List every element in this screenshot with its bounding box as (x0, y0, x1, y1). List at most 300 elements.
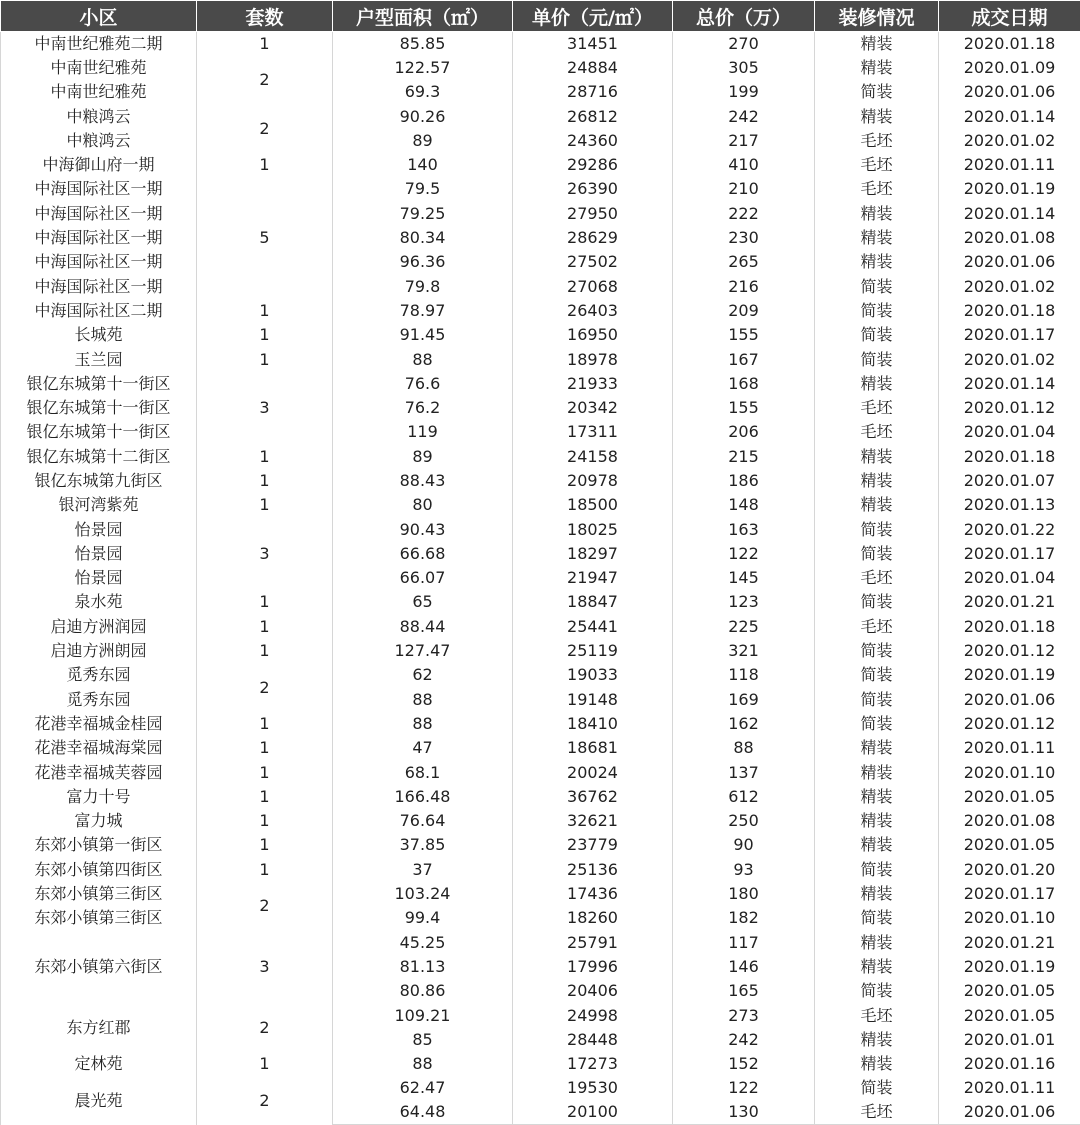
cell-deal-date: 2020.01.18 (939, 299, 1080, 323)
cell-decoration: 精装 (815, 202, 939, 226)
cell-community: 中南世纪雅苑 (1, 80, 197, 104)
cell-decoration: 精装 (815, 1052, 939, 1076)
cell-community: 觅秀东园 (1, 688, 197, 712)
cell-deal-date: 2020.01.14 (939, 372, 1080, 396)
cell-unit-price: 28716 (513, 80, 673, 104)
table-row (1, 177, 1080, 201)
cell-decoration: 精装 (815, 833, 939, 857)
cell-deal-date: 2020.01.11 (939, 1076, 1080, 1100)
cell-total-price: 118 (673, 663, 815, 687)
cell-unit-price: 18410 (513, 712, 673, 736)
cell-total-price: 612 (673, 785, 815, 809)
cell-community: 启迪方洲朗园 (1, 639, 197, 663)
cell-total-price: 225 (673, 615, 815, 639)
cell-decoration: 精装 (815, 32, 939, 56)
header-community: 小区 (1, 1, 197, 32)
cell-community: 中南世纪雅苑 (1, 56, 197, 80)
cell-unit-price: 25791 (513, 930, 673, 954)
cell-units: 2 (197, 1003, 333, 1052)
cell-area: 88 (333, 1052, 513, 1076)
cell-community: 中海国际社区一期 (1, 274, 197, 298)
table-row (1, 347, 1080, 371)
cell-units: 1 (197, 493, 333, 517)
cell-area: 78.97 (333, 299, 513, 323)
cell-unit-price: 20406 (513, 979, 673, 1003)
cell-units: 1 (197, 323, 333, 347)
cell-unit-price: 19530 (513, 1076, 673, 1100)
cell-area: 45.25 (333, 930, 513, 954)
cell-decoration: 毛坯 (815, 566, 939, 590)
cell-unit-price: 21933 (513, 372, 673, 396)
cell-total-price: 215 (673, 445, 815, 469)
cell-total-price: 321 (673, 639, 815, 663)
cell-total-price: 273 (673, 1003, 815, 1027)
cell-unit-price: 24884 (513, 56, 673, 80)
cell-deal-date: 2020.01.17 (939, 542, 1080, 566)
cell-units: 1 (197, 858, 333, 882)
cell-community: 东方红郡 (1, 1003, 197, 1052)
cell-total-price: 155 (673, 396, 815, 420)
cell-community: 晨光苑 (1, 1076, 197, 1125)
cell-community: 玉兰园 (1, 347, 197, 371)
cell-decoration: 精装 (815, 882, 939, 906)
cell-area: 88.43 (333, 469, 513, 493)
cell-area: 91.45 (333, 323, 513, 347)
cell-deal-date: 2020.01.14 (939, 202, 1080, 226)
cell-deal-date: 2020.01.22 (939, 517, 1080, 541)
cell-unit-price: 25441 (513, 615, 673, 639)
cell-deal-date: 2020.01.21 (939, 590, 1080, 614)
table-row (1, 1052, 1080, 1076)
header-units: 套数 (197, 1, 333, 32)
cell-decoration: 简装 (815, 517, 939, 541)
cell-deal-date: 2020.01.12 (939, 639, 1080, 663)
table-row (1, 712, 1080, 736)
cell-area: 119 (333, 420, 513, 444)
cell-area: 65 (333, 590, 513, 614)
cell-total-price: 146 (673, 955, 815, 979)
cell-area: 79.25 (333, 202, 513, 226)
table-row (1, 930, 1080, 954)
cell-deal-date: 2020.01.18 (939, 32, 1080, 56)
cell-unit-price: 18260 (513, 906, 673, 930)
cell-decoration: 简装 (815, 1076, 939, 1100)
cell-deal-date: 2020.01.08 (939, 226, 1080, 250)
cell-deal-date: 2020.01.05 (939, 1003, 1080, 1027)
cell-unit-price: 19033 (513, 663, 673, 687)
cell-total-price: 123 (673, 590, 815, 614)
table-row (1, 882, 1080, 906)
cell-units: 2 (197, 663, 333, 712)
cell-unit-price: 26390 (513, 177, 673, 201)
cell-decoration: 简装 (815, 688, 939, 712)
table-row (1, 858, 1080, 882)
table-row (1, 663, 1080, 687)
cell-decoration: 精装 (815, 56, 939, 80)
cell-units: 1 (197, 347, 333, 371)
cell-decoration: 毛坯 (815, 1003, 939, 1027)
cell-decoration: 毛坯 (815, 396, 939, 420)
cell-area: 88 (333, 688, 513, 712)
table-row (1, 153, 1080, 177)
table-row (1, 56, 1080, 80)
cell-units: 1 (197, 299, 333, 323)
cell-deal-date: 2020.01.02 (939, 129, 1080, 153)
cell-total-price: 222 (673, 202, 815, 226)
cell-deal-date: 2020.01.17 (939, 882, 1080, 906)
cell-community: 银河湾紫苑 (1, 493, 197, 517)
cell-area: 166.48 (333, 785, 513, 809)
cell-community: 银亿东城第十二街区 (1, 445, 197, 469)
table-row (1, 396, 1080, 420)
cell-total-price: 122 (673, 1076, 815, 1100)
cell-unit-price: 20024 (513, 760, 673, 784)
cell-unit-price: 18681 (513, 736, 673, 760)
cell-decoration: 简装 (815, 858, 939, 882)
table-row (1, 80, 1080, 104)
cell-deal-date: 2020.01.06 (939, 250, 1080, 274)
cell-total-price: 148 (673, 493, 815, 517)
table-row (1, 906, 1080, 930)
cell-decoration: 精装 (815, 930, 939, 954)
cell-area: 80 (333, 493, 513, 517)
cell-deal-date: 2020.01.02 (939, 274, 1080, 298)
cell-community: 中海国际社区一期 (1, 177, 197, 201)
cell-community: 泉水苑 (1, 590, 197, 614)
cell-deal-date: 2020.01.20 (939, 858, 1080, 882)
cell-deal-date: 2020.01.21 (939, 930, 1080, 954)
cell-total-price: 186 (673, 469, 815, 493)
cell-total-price: 270 (673, 32, 815, 56)
cell-total-price: 242 (673, 1028, 815, 1052)
cell-community: 花港幸福城海棠园 (1, 736, 197, 760)
table-row (1, 760, 1080, 784)
cell-community: 中海国际社区一期 (1, 202, 197, 226)
cell-total-price: 162 (673, 712, 815, 736)
table-row (1, 372, 1080, 396)
cell-community: 中海国际社区一期 (1, 226, 197, 250)
cell-deal-date: 2020.01.06 (939, 688, 1080, 712)
cell-deal-date: 2020.01.04 (939, 420, 1080, 444)
cell-units: 3 (197, 517, 333, 590)
cell-area: 37.85 (333, 833, 513, 857)
cell-units: 2 (197, 104, 333, 153)
cell-deal-date: 2020.01.11 (939, 736, 1080, 760)
cell-area: 64.48 (333, 1101, 513, 1125)
cell-area: 88 (333, 712, 513, 736)
cell-deal-date: 2020.01.06 (939, 80, 1080, 104)
table-row (1, 226, 1080, 250)
cell-deal-date: 2020.01.05 (939, 833, 1080, 857)
cell-decoration: 简装 (815, 80, 939, 104)
cell-unit-price: 19148 (513, 688, 673, 712)
cell-unit-price: 18847 (513, 590, 673, 614)
cell-units: 2 (197, 56, 333, 105)
cell-area: 85 (333, 1028, 513, 1052)
cell-community: 中海国际社区二期 (1, 299, 197, 323)
cell-units: 1 (197, 32, 333, 56)
cell-total-price: 180 (673, 882, 815, 906)
cell-deal-date: 2020.01.19 (939, 177, 1080, 201)
cell-decoration: 精装 (815, 372, 939, 396)
cell-community: 银亿东城第十一街区 (1, 372, 197, 396)
table-row (1, 785, 1080, 809)
table-row (1, 274, 1080, 298)
cell-community: 花港幸福城芙蓉园 (1, 760, 197, 784)
cell-deal-date: 2020.01.01 (939, 1028, 1080, 1052)
cell-decoration: 简装 (815, 347, 939, 371)
cell-unit-price: 31451 (513, 32, 673, 56)
cell-area: 68.1 (333, 760, 513, 784)
cell-units: 1 (197, 760, 333, 784)
cell-decoration: 精装 (815, 1028, 939, 1052)
cell-total-price: 145 (673, 566, 815, 590)
cell-unit-price: 24158 (513, 445, 673, 469)
table-row (1, 445, 1080, 469)
cell-unit-price: 17273 (513, 1052, 673, 1076)
table-row (1, 736, 1080, 760)
table-row (1, 469, 1080, 493)
header-unit-price: 单价（元/㎡） (513, 1, 673, 32)
cell-deal-date: 2020.01.06 (939, 1101, 1080, 1125)
cell-total-price: 265 (673, 250, 815, 274)
cell-unit-price: 25136 (513, 858, 673, 882)
cell-area: 88 (333, 347, 513, 371)
cell-decoration: 精装 (815, 955, 939, 979)
cell-unit-price: 29286 (513, 153, 673, 177)
cell-unit-price: 18978 (513, 347, 673, 371)
cell-decoration: 精装 (815, 226, 939, 250)
cell-decoration: 精装 (815, 760, 939, 784)
cell-community: 长城苑 (1, 323, 197, 347)
cell-decoration: 精装 (815, 785, 939, 809)
cell-total-price: 93 (673, 858, 815, 882)
cell-total-price: 122 (673, 542, 815, 566)
cell-unit-price: 27950 (513, 202, 673, 226)
cell-community: 东郊小镇第六街区 (1, 930, 197, 1003)
cell-community: 中粮鸿云 (1, 104, 197, 128)
cell-area: 140 (333, 153, 513, 177)
table-body (1, 32, 1080, 1125)
cell-unit-price: 28448 (513, 1028, 673, 1052)
cell-total-price: 163 (673, 517, 815, 541)
cell-area: 127.47 (333, 639, 513, 663)
cell-community: 中海御山府一期 (1, 153, 197, 177)
table-row (1, 809, 1080, 833)
cell-total-price: 250 (673, 809, 815, 833)
cell-deal-date: 2020.01.17 (939, 323, 1080, 347)
cell-decoration: 毛坯 (815, 615, 939, 639)
cell-units: 1 (197, 615, 333, 639)
cell-decoration: 精装 (815, 493, 939, 517)
cell-community: 银亿东城第十一街区 (1, 420, 197, 444)
cell-units: 2 (197, 882, 333, 931)
cell-deal-date: 2020.01.08 (939, 809, 1080, 833)
cell-unit-price: 24998 (513, 1003, 673, 1027)
cell-decoration: 简装 (815, 542, 939, 566)
table-row (1, 493, 1080, 517)
cell-units: 1 (197, 445, 333, 469)
cell-area: 80.86 (333, 979, 513, 1003)
table-row (1, 615, 1080, 639)
cell-area: 88.44 (333, 615, 513, 639)
cell-unit-price: 18297 (513, 542, 673, 566)
cell-community: 东郊小镇第三街区 (1, 882, 197, 906)
cell-decoration: 精装 (815, 445, 939, 469)
cell-area: 79.8 (333, 274, 513, 298)
cell-area: 122.57 (333, 56, 513, 80)
cell-deal-date: 2020.01.19 (939, 663, 1080, 687)
cell-community: 银亿东城第九街区 (1, 469, 197, 493)
cell-unit-price: 17436 (513, 882, 673, 906)
cell-area: 80.34 (333, 226, 513, 250)
cell-total-price: 90 (673, 833, 815, 857)
cell-unit-price: 32621 (513, 809, 673, 833)
header-deal-date: 成交日期 (939, 1, 1080, 32)
cell-deal-date: 2020.01.18 (939, 445, 1080, 469)
table-row (1, 566, 1080, 590)
cell-unit-price: 16950 (513, 323, 673, 347)
cell-units: 3 (197, 372, 333, 445)
cell-total-price: 216 (673, 274, 815, 298)
cell-area: 109.21 (333, 1003, 513, 1027)
cell-decoration: 精装 (815, 250, 939, 274)
table-row (1, 688, 1080, 712)
cell-total-price: 165 (673, 979, 815, 1003)
table-row (1, 202, 1080, 226)
cell-community: 富力城 (1, 809, 197, 833)
cell-deal-date: 2020.01.18 (939, 615, 1080, 639)
cell-unit-price: 27502 (513, 250, 673, 274)
cell-deal-date: 2020.01.05 (939, 979, 1080, 1003)
cell-deal-date: 2020.01.04 (939, 566, 1080, 590)
cell-community: 银亿东城第十一街区 (1, 396, 197, 420)
cell-area: 81.13 (333, 955, 513, 979)
cell-total-price: 305 (673, 56, 815, 80)
cell-deal-date: 2020.01.10 (939, 760, 1080, 784)
cell-area: 103.24 (333, 882, 513, 906)
table-row (1, 32, 1080, 56)
cell-unit-price: 36762 (513, 785, 673, 809)
cell-community: 觅秀东园 (1, 663, 197, 687)
cell-units: 5 (197, 177, 333, 298)
cell-decoration: 简装 (815, 639, 939, 663)
cell-total-price: 88 (673, 736, 815, 760)
cell-decoration: 简装 (815, 663, 939, 687)
cell-unit-price: 28629 (513, 226, 673, 250)
table-row (1, 1076, 1080, 1100)
cell-units: 1 (197, 712, 333, 736)
cell-unit-price: 17311 (513, 420, 673, 444)
cell-total-price: 410 (673, 153, 815, 177)
header-area: 户型面积（㎡） (333, 1, 513, 32)
cell-units: 1 (197, 833, 333, 857)
cell-deal-date: 2020.01.02 (939, 347, 1080, 371)
cell-unit-price: 23779 (513, 833, 673, 857)
cell-unit-price: 20100 (513, 1101, 673, 1125)
cell-deal-date: 2020.01.13 (939, 493, 1080, 517)
cell-total-price: 209 (673, 299, 815, 323)
cell-unit-price: 18500 (513, 493, 673, 517)
cell-deal-date: 2020.01.10 (939, 906, 1080, 930)
cell-units: 1 (197, 1052, 333, 1076)
cell-area: 76.2 (333, 396, 513, 420)
cell-unit-price: 24360 (513, 129, 673, 153)
cell-decoration: 精装 (815, 104, 939, 128)
cell-decoration: 精装 (815, 809, 939, 833)
cell-deal-date: 2020.01.09 (939, 56, 1080, 80)
cell-decoration: 毛坯 (815, 1101, 939, 1125)
cell-deal-date: 2020.01.11 (939, 153, 1080, 177)
cell-area: 47 (333, 736, 513, 760)
table-row (1, 590, 1080, 614)
cell-area: 62 (333, 663, 513, 687)
cell-area: 99.4 (333, 906, 513, 930)
cell-units: 2 (197, 1076, 333, 1125)
table-row (1, 104, 1080, 128)
cell-unit-price: 20342 (513, 396, 673, 420)
cell-area: 66.68 (333, 542, 513, 566)
cell-area: 89 (333, 445, 513, 469)
cell-area: 76.6 (333, 372, 513, 396)
cell-decoration: 毛坯 (815, 153, 939, 177)
cell-decoration: 简装 (815, 906, 939, 930)
table-row (1, 420, 1080, 444)
cell-decoration: 毛坯 (815, 420, 939, 444)
table-row (1, 1003, 1080, 1027)
cell-community: 花港幸福城金桂园 (1, 712, 197, 736)
cell-unit-price: 21947 (513, 566, 673, 590)
cell-deal-date: 2020.01.14 (939, 104, 1080, 128)
table-row (1, 517, 1080, 541)
cell-area: 69.3 (333, 80, 513, 104)
cell-total-price: 137 (673, 760, 815, 784)
cell-units: 1 (197, 590, 333, 614)
cell-deal-date: 2020.01.12 (939, 712, 1080, 736)
cell-unit-price: 18025 (513, 517, 673, 541)
cell-units: 1 (197, 153, 333, 177)
cell-community: 东郊小镇第四街区 (1, 858, 197, 882)
cell-area: 96.36 (333, 250, 513, 274)
cell-decoration: 简装 (815, 299, 939, 323)
cell-total-price: 167 (673, 347, 815, 371)
cell-unit-price: 25119 (513, 639, 673, 663)
cell-units: 1 (197, 785, 333, 809)
table-row (1, 129, 1080, 153)
cell-unit-price: 27068 (513, 274, 673, 298)
cell-units: 1 (197, 639, 333, 663)
cell-decoration: 精装 (815, 736, 939, 760)
cell-deal-date: 2020.01.19 (939, 955, 1080, 979)
cell-unit-price: 20978 (513, 469, 673, 493)
cell-area: 37 (333, 858, 513, 882)
cell-decoration: 毛坯 (815, 177, 939, 201)
cell-unit-price: 26403 (513, 299, 673, 323)
cell-area: 66.07 (333, 566, 513, 590)
cell-deal-date: 2020.01.16 (939, 1052, 1080, 1076)
cell-decoration: 精装 (815, 469, 939, 493)
cell-units: 1 (197, 809, 333, 833)
cell-area: 76.64 (333, 809, 513, 833)
cell-deal-date: 2020.01.05 (939, 785, 1080, 809)
cell-community: 怡景园 (1, 517, 197, 541)
cell-total-price: 217 (673, 129, 815, 153)
cell-decoration: 毛坯 (815, 129, 939, 153)
cell-community: 怡景园 (1, 566, 197, 590)
cell-decoration: 简装 (815, 323, 939, 347)
cell-total-price: 199 (673, 80, 815, 104)
cell-units: 3 (197, 930, 333, 1003)
